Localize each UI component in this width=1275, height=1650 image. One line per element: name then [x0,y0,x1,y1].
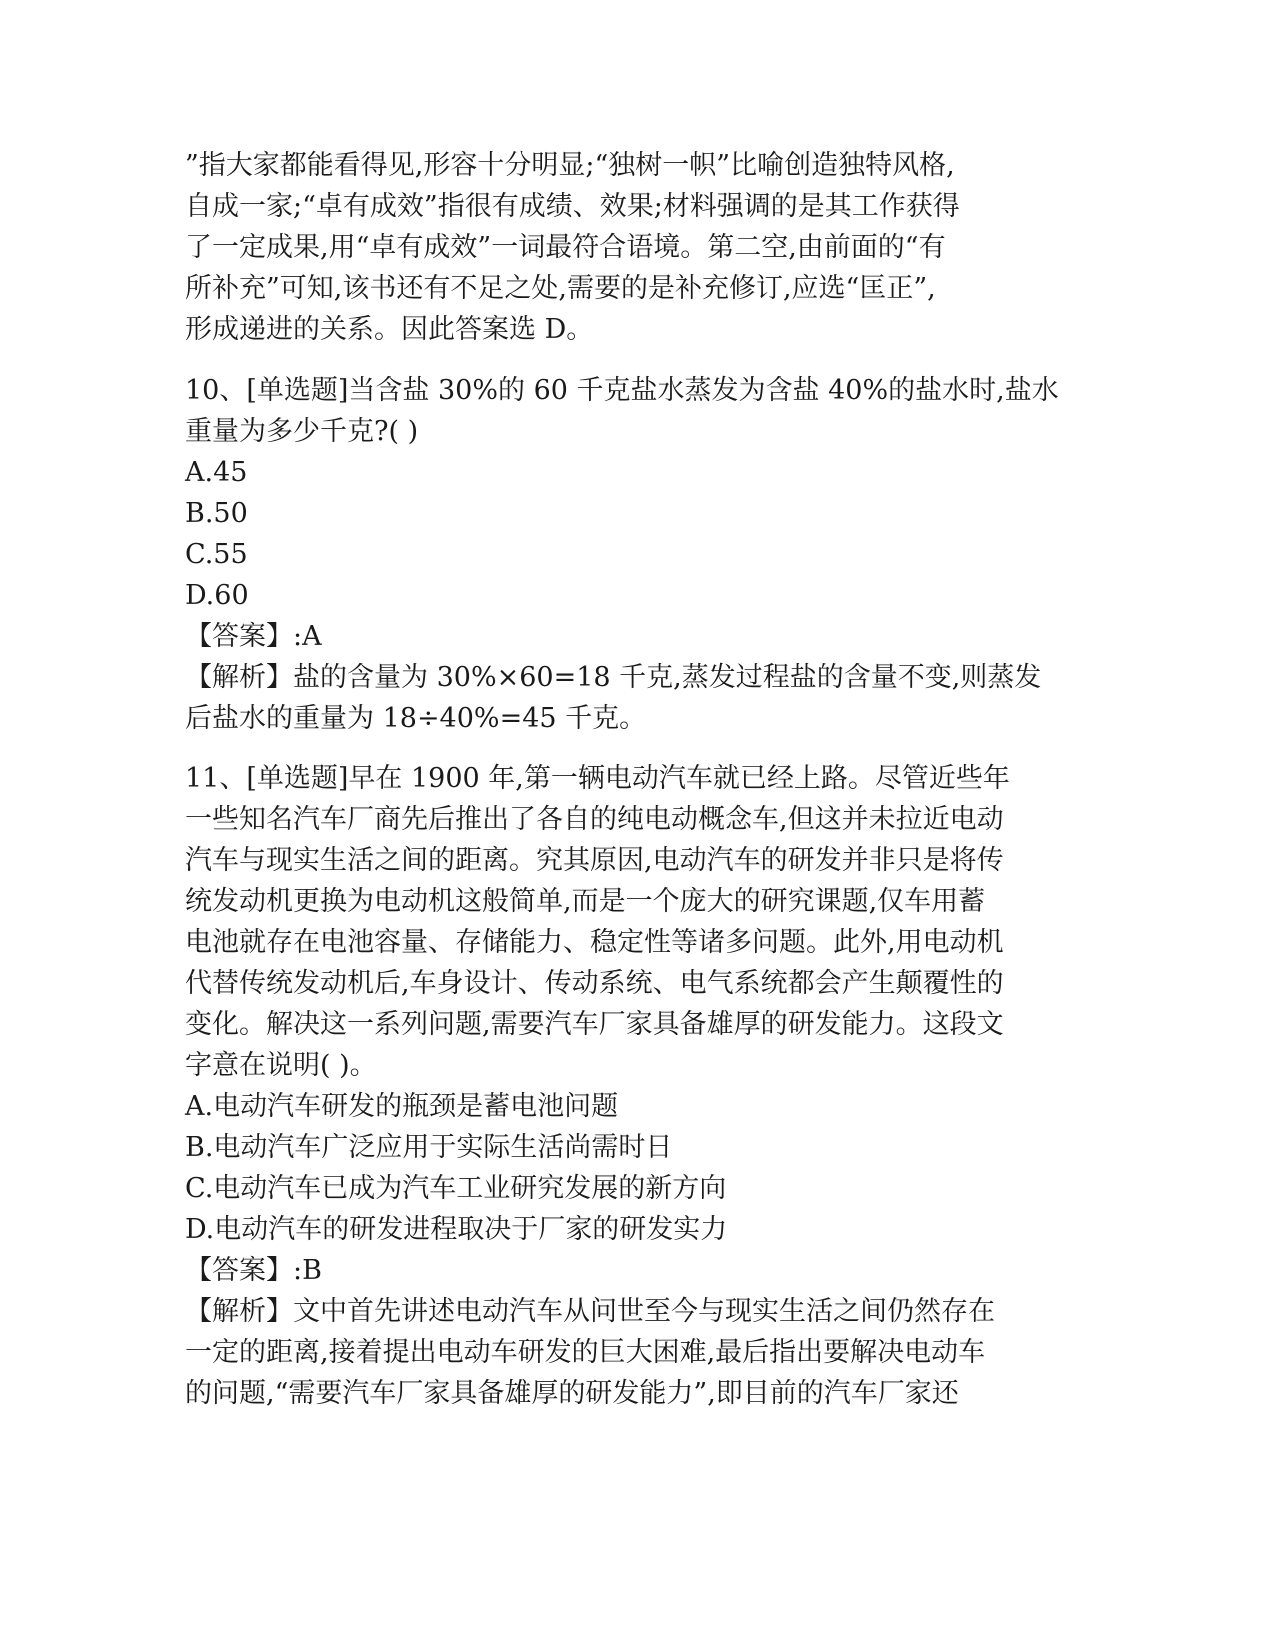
option-d: D.电动汽车的研发进程取决于厂家的研发实力 [185,1214,728,1245]
analysis-line: 【解析】文中首先讲述电动汽车从问世至今与现实生活之间仍然存在 [185,1296,995,1327]
question-text-line: 汽车与现实生活之间的距离。究其原因,电动汽车的研发并非只是将传 [185,845,1004,876]
intro-line: 自成一家;“卓有成效”指很有成绩、效果;材料强调的是其工作获得 [185,191,960,222]
answer-line: 【答案】:B [185,1255,322,1286]
option-d: D.60 [185,580,249,611]
option-c: C.电动汽车已成为汽车工业研究发展的新方向 [185,1173,727,1204]
analysis-line: 一定的距离,接着提出电动车研发的巨大困难,最后指出要解决电动车 [185,1337,986,1368]
answer-line: 【答案】:A [185,621,322,652]
question-text-line: 电池就存在电池容量、存储能力、稳定性等诸多问题。此外,用电动机 [185,927,1004,958]
option-c: C.55 [185,539,248,570]
question-text-line: 统发动机更换为电动机这般简单,而是一个庞大的研究课题,仅车用蓄 [185,886,986,917]
question-text-line: 10、[单选题]当含盐 30%的 60 千克盐水蒸发为含盐 40%的盐水时,盐水 [185,375,1059,406]
intro-line: 形成递进的关系。因此答案选 D。 [185,314,594,345]
option-b: B.50 [185,498,248,529]
option-a: A.电动汽车研发的瓶颈是蓄电池问题 [185,1091,619,1122]
question-text-line: 代替传统发动机后,车身设计、传动系统、电气系统都会产生颠覆性的 [185,968,1004,999]
question-text-line: 变化。解决这一系列问题,需要汽车厂家具备雄厚的研发能力。这段文 [185,1009,1004,1040]
intro-line: 了一定成果,用“卓有成效”一词最符合语境。第二空,由前面的“有 [185,232,946,263]
question-text-line: 字意在说明( )。 [185,1050,377,1081]
analysis-line: 【解析】盐的含量为 30%×60=18 千克,蒸发过程盐的含量不变,则蒸发 [185,662,1042,693]
option-a: A.45 [185,457,248,488]
analysis-line: 的问题,“需要汽车厂家具备雄厚的研发能力”,即目前的汽车厂家还 [185,1378,959,1409]
question-text-line: 11、[单选题]早在 1900 年,第一辆电动汽车就已经上路。尽管近些年 [185,763,1010,794]
question-text-line: 重量为多少千克?( ) [185,416,419,447]
option-b: B.电动汽车广泛应用于实际生活尚需时日 [185,1132,673,1163]
question-text-line: 一些知名汽车厂商先后推出了各自的纯电动概念车,但这并未拉近电动 [185,804,1004,835]
intro-line: 所补充”可知,该书还有不足之处,需要的是补充修订,应选“匡正”, [185,273,936,304]
analysis-line: 后盐水的重量为 18÷40%=45 千克。 [185,703,647,734]
intro-line: ”指大家都能看得见,形容十分明显;“独树一帜”比喻创造独特风格, [185,150,955,181]
